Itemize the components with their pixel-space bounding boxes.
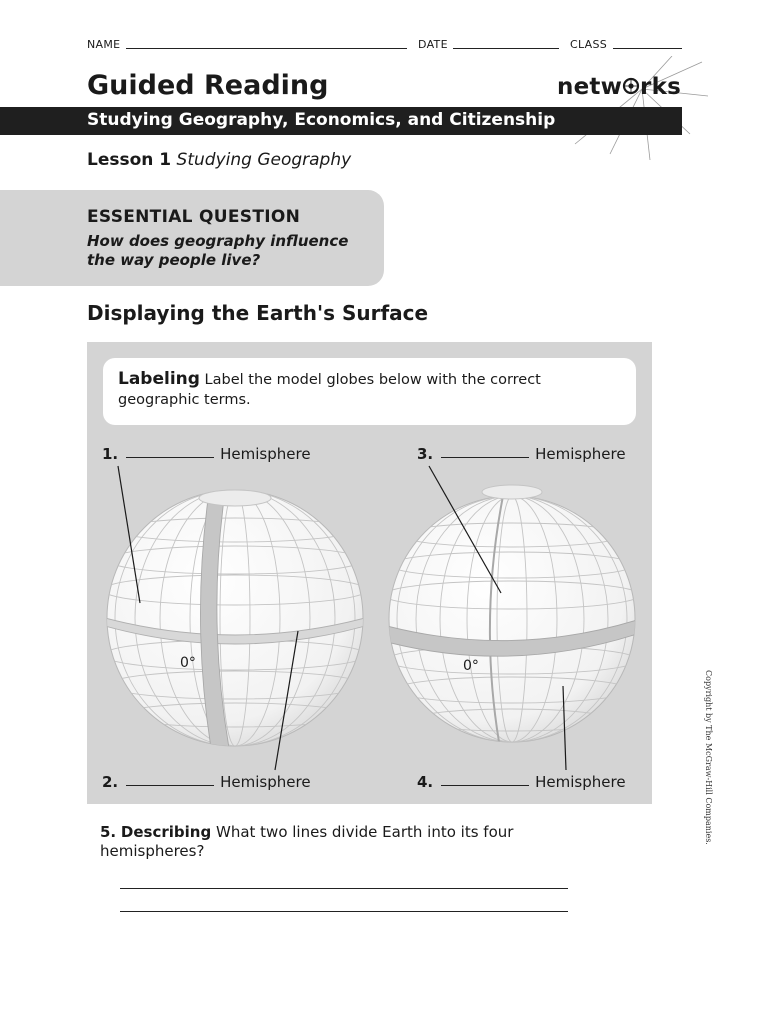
section-title: Displaying the Earth's Surface bbox=[87, 301, 429, 325]
page-title: Guided Reading bbox=[87, 70, 329, 101]
left-globe bbox=[103, 490, 367, 748]
labeling-text: Label the model globes below with the correct geographic terms. bbox=[118, 372, 541, 408]
label-number: 3. bbox=[417, 445, 434, 463]
banner-subtitle: Studying Geography, Economics, and Citizenship bbox=[87, 110, 556, 130]
question-5-number: 5. bbox=[100, 823, 117, 841]
question-5-heading: Describing bbox=[120, 823, 212, 841]
lesson-title: Studying Geography bbox=[176, 150, 352, 170]
left-globe-degree-label: 0° bbox=[180, 655, 196, 671]
name-label: NAME bbox=[87, 38, 121, 51]
name-field[interactable] bbox=[126, 48, 407, 49]
label-suffix: Hemisphere bbox=[220, 445, 311, 463]
essential-question-text: How does geography influence the way people live? bbox=[87, 232, 349, 269]
labeling-instructions bbox=[118, 369, 623, 410]
label-number: 1. bbox=[102, 445, 119, 463]
lesson-heading bbox=[87, 150, 351, 170]
class-field[interactable] bbox=[613, 48, 682, 49]
label-number: 4. bbox=[417, 773, 434, 791]
logo-text-end: rks bbox=[640, 74, 681, 100]
question-5 bbox=[100, 823, 540, 861]
answer-line-1[interactable] bbox=[120, 888, 568, 889]
globes-illustration bbox=[87, 430, 652, 804]
right-globe bbox=[384, 485, 640, 742]
lesson-number: Lesson 1 bbox=[87, 150, 172, 170]
class-label: CLASS bbox=[570, 38, 608, 51]
label-suffix: Hemisphere bbox=[220, 773, 311, 791]
question-5-text: What two lines divide Earth into its four hemispheres? bbox=[100, 823, 514, 860]
essential-question-heading: ESSENTIAL QUESTION bbox=[87, 207, 301, 227]
label-suffix: Hemisphere bbox=[535, 445, 626, 463]
labeling-heading: Labeling bbox=[118, 369, 200, 389]
logo-globe-icon bbox=[622, 75, 640, 93]
date-label: DATE bbox=[418, 38, 448, 51]
date-field[interactable] bbox=[453, 48, 559, 49]
label-suffix: Hemisphere bbox=[535, 773, 626, 791]
networks-logo bbox=[557, 74, 681, 100]
copyright-notice: Copyright by The McGraw-Hill Companies. bbox=[704, 670, 713, 845]
answer-line-2[interactable] bbox=[120, 911, 568, 912]
label-number: 2. bbox=[102, 773, 119, 791]
logo-text-start: netw bbox=[557, 74, 623, 100]
right-globe-degree-label: 0° bbox=[463, 658, 479, 674]
